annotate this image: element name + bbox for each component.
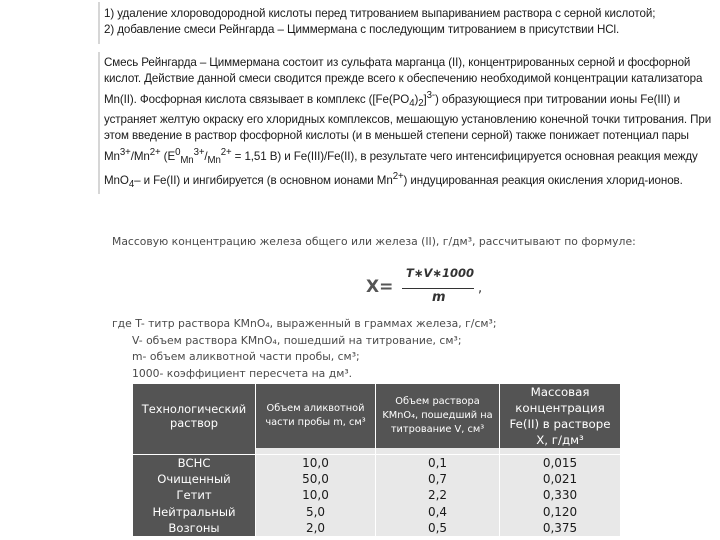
- desc-part: Смесь Рейнгарда – Циммермана состоит из сульфата марганца (II), концентрированных серной и фосфорной кислот. Действие данной смеси сводится прежде всего к обеспечению необходимой концентрации катализатора Mn(II). Фосфорная кислота связывает в комплекс ([Fe(PO: [104, 56, 703, 106]
- top-text-line-2: 2) добавление смеси Рейнгарда – Циммермана с последующим титрованием в присутствии HCl.: [104, 23, 620, 37]
- cell-solution: Гетит: [133, 487, 256, 503]
- table-row: [133, 504, 621, 520]
- desc-part: = 1,51 В) и Fe(III)/Fe(II), в результате чего интенсифицируется основная реакция между MnO: [104, 149, 698, 187]
- cell-concentration: 0,021: [500, 471, 621, 487]
- desc-part: /: [204, 149, 208, 163]
- cell-solution: Возгоны: [133, 520, 256, 536]
- definition-t: где T- титр раствора KMnO₄, выраженный в граммах железа, г/см³;: [112, 317, 497, 330]
- table-row: [133, 487, 621, 503]
- desc-part: /Mn: [130, 149, 150, 163]
- header-aliquot-volume: Объем аликвотной части пробы m, см³: [256, 384, 376, 448]
- fraction-bar: [402, 288, 474, 289]
- desc-sup: 3-: [426, 89, 436, 101]
- cell-solution: Очищенный: [133, 471, 256, 487]
- results-table: [133, 384, 621, 536]
- desc-part: – и Fe(II) и ингибируется (в основном ионами Mn: [134, 173, 393, 187]
- cell-concentration: 0,015: [500, 455, 621, 472]
- cell-aliquot: 5,0: [256, 504, 376, 520]
- variable-definitions: [112, 316, 497, 382]
- desc-sub: 4: [128, 179, 135, 191]
- desc-sub: Mn: [180, 154, 194, 166]
- cell-concentration: 0,375: [500, 520, 621, 536]
- desc-sup: 3+: [193, 146, 205, 158]
- desc-sub: 4: [409, 97, 415, 109]
- desc-part: ): [414, 92, 419, 106]
- desc-sup: 2+: [149, 146, 161, 158]
- definition-m: m- объем аликвотной части пробы, см³;: [132, 350, 360, 364]
- formula-denominator: m: [432, 290, 446, 305]
- desc-sup: 0: [175, 146, 181, 158]
- cell-concentration: 0,330: [500, 487, 621, 503]
- definition-1000: 1000- коэффициент пересчета на дм³.: [132, 366, 353, 380]
- cell-concentration: 0,120: [500, 504, 621, 520]
- desc-sup: 3+: [119, 146, 131, 158]
- cell-kmno4: 2,2: [376, 487, 500, 503]
- header-solution: Технологический раствор: [133, 384, 256, 448]
- table-header-row: [133, 384, 621, 448]
- header-kmno4-volume: Объем раствора KMnO₄, пошедший на титрование V, см³: [376, 384, 500, 448]
- cell-kmno4: 0,4: [376, 504, 500, 520]
- table-row: [133, 471, 621, 487]
- formula-numerator: T∗V∗1000: [406, 266, 475, 280]
- definition-v: V- объем раствора KMnO₄, пошедший на титрование, см³;: [132, 333, 462, 347]
- desc-part: (E: [160, 149, 176, 163]
- quote-bar-top: [98, 2, 100, 44]
- cell-kmno4: 0,7: [376, 471, 500, 487]
- desc-sup: 2+: [392, 171, 404, 183]
- desc-part: ]: [423, 92, 427, 106]
- top-text-line-1: 1) удаление хлороводородной кислоты перед титрованием выпариванием раствора с серной кислотой;: [104, 7, 656, 20]
- cell-solution: ВСНС: [133, 455, 256, 472]
- header-fe-concentration: Массовая концентрация Fe(II) в растворе X, г/дм³: [500, 384, 621, 448]
- cell-kmno4: 0,5: [376, 520, 500, 536]
- desc-part: ) образующиеся при титровании ионы Fe(III) и устраняет желтую окраску его хлоридных комплексов, мешающую установлению конечной точки титрования. При этом введение в раствор фосфорной кислоты (и в меньшей степени серной) также понижает потенциал пары Mn: [104, 92, 712, 163]
- top-text-block: [104, 6, 716, 39]
- formula-intro: Массовую концентрацию железа общего или железа (II), г/дм³, рассчитывают по формуле:: [112, 235, 636, 248]
- table-row: [133, 520, 621, 536]
- cell-aliquot: 50,0: [256, 471, 376, 487]
- desc-sub: Mn: [207, 154, 221, 166]
- embedded-slide-image: [108, 230, 708, 540]
- table-row: [133, 455, 621, 472]
- desc-sub: 2: [418, 97, 424, 109]
- cell-kmno4: 0,1: [376, 455, 500, 472]
- formula-lhs: X=: [366, 277, 394, 297]
- description-paragraph: [104, 55, 716, 194]
- cell-aliquot: 10,0: [256, 487, 376, 503]
- cell-solution: Нейтральный: [133, 504, 256, 520]
- desc-sup: 2+: [220, 146, 232, 158]
- quote-bar-mid: [98, 52, 100, 194]
- formula-comma: ,: [478, 281, 483, 296]
- desc-part: ) индуцированная реакция окисления хлорид-ионов.: [403, 173, 683, 187]
- cell-aliquot: 10,0: [256, 455, 376, 472]
- cell-aliquot: 2,0: [256, 520, 376, 536]
